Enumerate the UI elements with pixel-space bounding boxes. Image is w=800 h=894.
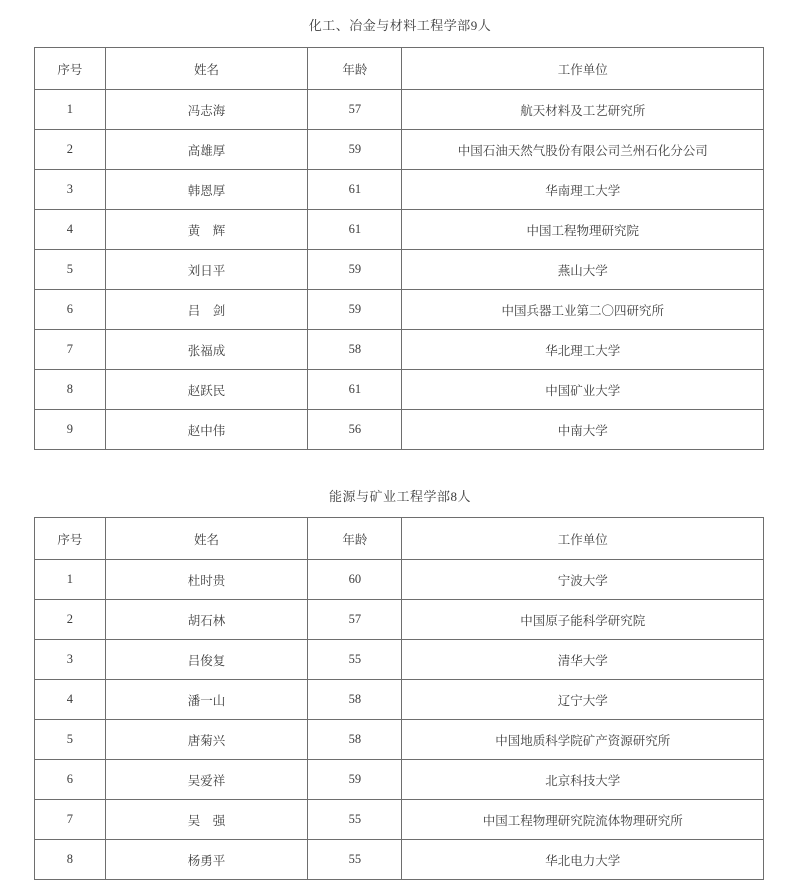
row-index-cell: 3 <box>35 640 106 680</box>
table-row <box>35 560 764 600</box>
age-cell: 60 <box>308 560 402 600</box>
table-row <box>35 760 764 800</box>
row-index-cell: 1 <box>35 560 106 600</box>
row-index-cell: 3 <box>35 170 106 210</box>
table-row <box>35 370 764 410</box>
row-index-cell: 7 <box>35 800 106 840</box>
column-header: 序号 <box>35 518 106 560</box>
name-cell: 韩恩厚 <box>105 170 308 210</box>
table-body <box>35 560 764 880</box>
table-row <box>35 840 764 880</box>
table-row <box>35 330 764 370</box>
row-index-cell: 2 <box>35 130 106 170</box>
work-unit-cell: 辽宁大学 <box>402 680 764 720</box>
name-cell: 刘日平 <box>105 250 308 290</box>
work-unit-cell: 中国工程物理研究院 <box>402 210 764 250</box>
work-unit-cell: 华北理工大学 <box>402 330 764 370</box>
members-table-chemical-metallurgy-materials <box>34 47 764 450</box>
age-cell: 57 <box>308 600 402 640</box>
work-unit-cell: 中南大学 <box>402 410 764 450</box>
column-header: 姓名 <box>105 518 308 560</box>
work-unit-cell: 华南理工大学 <box>402 170 764 210</box>
age-cell: 58 <box>308 680 402 720</box>
age-cell: 59 <box>308 130 402 170</box>
row-index-cell: 4 <box>35 210 106 250</box>
work-unit-cell: 中国原子能科学研究院 <box>402 600 764 640</box>
age-cell: 61 <box>308 170 402 210</box>
name-cell: 张福成 <box>105 330 308 370</box>
column-header: 工作单位 <box>402 48 764 90</box>
column-header: 序号 <box>35 48 106 90</box>
column-header: 工作单位 <box>402 518 764 560</box>
column-header: 年龄 <box>308 518 402 560</box>
age-cell: 61 <box>308 210 402 250</box>
work-unit-cell: 华北电力大学 <box>402 840 764 880</box>
row-index-cell: 1 <box>35 90 106 130</box>
name-cell: 杨勇平 <box>105 840 308 880</box>
work-unit-cell: 宁波大学 <box>402 560 764 600</box>
table-row <box>35 130 764 170</box>
table-row <box>35 250 764 290</box>
table-header-row <box>35 518 764 560</box>
section-title-chemical-metallurgy-materials: 化工、冶金与材料工程学部9人 <box>308 18 492 33</box>
work-unit-cell: 中国兵器工业第二〇四研究所 <box>402 290 764 330</box>
work-unit-cell: 中国地质科学院矿产资源研究所 <box>402 720 764 760</box>
table-row <box>35 680 764 720</box>
work-unit-cell: 中国矿业大学 <box>402 370 764 410</box>
work-unit-cell: 燕山大学 <box>402 250 764 290</box>
work-unit-cell: 航天材料及工艺研究所 <box>402 90 764 130</box>
table-row <box>35 600 764 640</box>
section-title-energy-mining: 能源与矿业工程学部8人 <box>328 489 471 504</box>
row-index-cell: 4 <box>35 680 106 720</box>
work-unit-cell: 清华大学 <box>402 640 764 680</box>
name-cell: 赵中伟 <box>105 410 308 450</box>
table-row <box>35 210 764 250</box>
age-cell: 55 <box>308 840 402 880</box>
table-row <box>35 170 764 210</box>
work-unit-cell: 北京科技大学 <box>402 760 764 800</box>
age-cell: 57 <box>308 90 402 130</box>
table-row <box>35 720 764 760</box>
age-cell: 55 <box>308 800 402 840</box>
name-cell: 胡石林 <box>105 600 308 640</box>
row-index-cell: 9 <box>35 410 106 450</box>
column-header: 姓名 <box>105 48 308 90</box>
name-cell: 吕俊复 <box>105 640 308 680</box>
row-index-cell: 5 <box>35 250 106 290</box>
column-header: 年龄 <box>308 48 402 90</box>
row-index-cell: 6 <box>35 290 106 330</box>
name-cell: 冯志海 <box>105 90 308 130</box>
table-row <box>35 290 764 330</box>
age-cell: 59 <box>308 250 402 290</box>
row-index-cell: 6 <box>35 760 106 800</box>
name-cell: 潘一山 <box>105 680 308 720</box>
table-body <box>35 90 764 450</box>
row-index-cell: 8 <box>35 840 106 880</box>
age-cell: 56 <box>308 410 402 450</box>
age-cell: 58 <box>308 330 402 370</box>
age-cell: 55 <box>308 640 402 680</box>
row-index-cell: 7 <box>35 330 106 370</box>
work-unit-cell: 中国石油天然气股份有限公司兰州石化分公司 <box>402 130 764 170</box>
name-cell: 吴 强 <box>105 800 308 840</box>
age-cell: 59 <box>308 760 402 800</box>
members-table-energy-mining <box>34 517 764 880</box>
name-cell: 赵跃民 <box>105 370 308 410</box>
age-cell: 59 <box>308 290 402 330</box>
name-cell: 吴爱祥 <box>105 760 308 800</box>
table-header-row <box>35 48 764 90</box>
row-index-cell: 5 <box>35 720 106 760</box>
row-index-cell: 2 <box>35 600 106 640</box>
age-cell: 61 <box>308 370 402 410</box>
name-cell: 杜时贵 <box>105 560 308 600</box>
row-index-cell: 8 <box>35 370 106 410</box>
table-header <box>35 518 764 560</box>
table-header <box>35 48 764 90</box>
table-row <box>35 640 764 680</box>
name-cell: 高雄厚 <box>105 130 308 170</box>
table-row <box>35 800 764 840</box>
age-cell: 58 <box>308 720 402 760</box>
work-unit-cell: 中国工程物理研究院流体物理研究所 <box>402 800 764 840</box>
table-row <box>35 90 764 130</box>
table-row <box>35 410 764 450</box>
name-cell: 吕 剑 <box>105 290 308 330</box>
name-cell: 唐菊兴 <box>105 720 308 760</box>
name-cell: 黄 辉 <box>105 210 308 250</box>
